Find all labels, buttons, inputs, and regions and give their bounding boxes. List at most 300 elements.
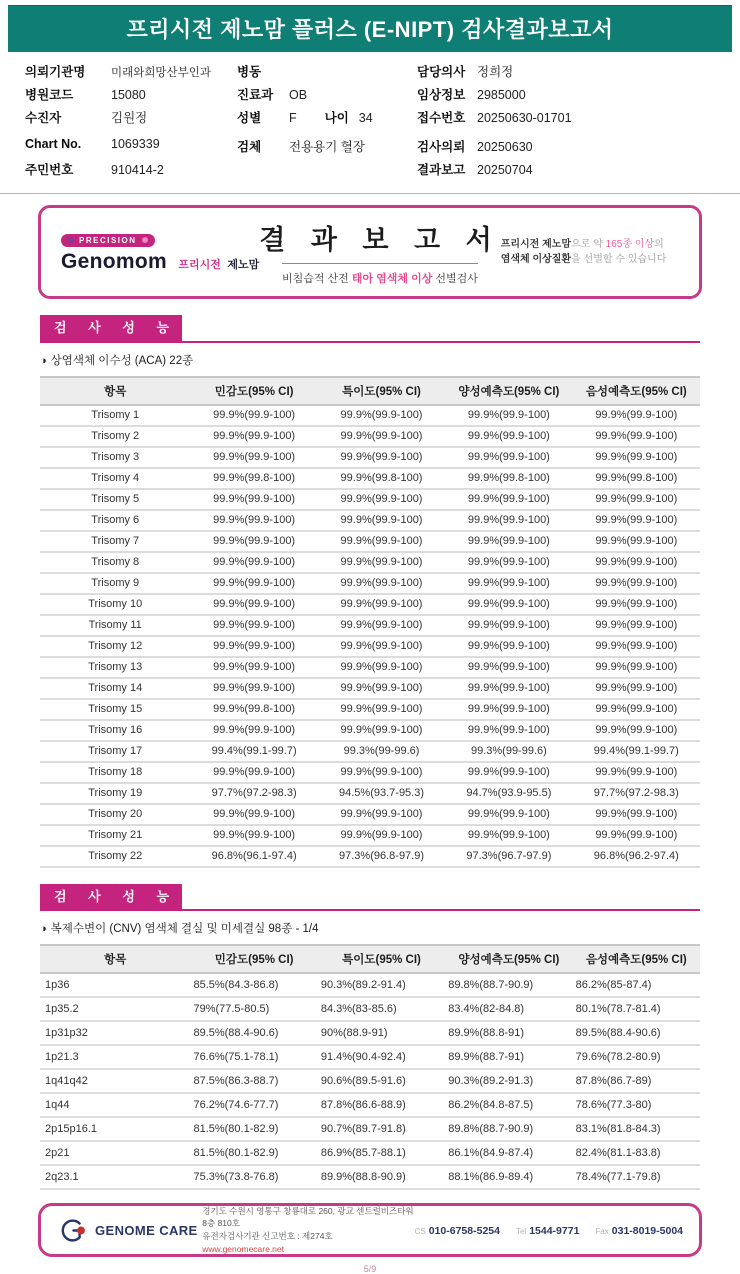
field-request-date [417,137,740,160]
table-row [40,699,700,720]
row-value: 99.9%(99.9-100) [190,825,317,846]
row-value: 99.9%(99.9-100) [445,699,572,720]
field-value: OB [289,88,308,102]
column-header: 음성예측도(95% CI) [573,377,700,405]
row-label: Trisomy 15 [40,699,190,720]
contact-label: CS [414,1227,426,1237]
row-value: 78.4%(77.1-79.8) [573,1165,700,1189]
row-label: 1q44 [40,1093,190,1117]
row-value: 84.3%(83-85.6) [318,997,445,1021]
row-value: 99.9%(99.9-100) [190,594,317,615]
row-value: 99.9%(99.9-100) [318,573,445,594]
row-value: 86.2%(84.8-87.5) [445,1093,572,1117]
row-value: 97.3%(96.7-97.9) [445,846,572,867]
footer-address: 경기도 수원시 영통구 창룡대로 260, 광교 센트럴비즈타워 8층 810호 [202,1205,414,1229]
row-value: 99.9%(99.9-100) [318,762,445,783]
field-ordering-org [25,62,237,85]
row-value: 99.9%(99.9-100) [573,657,700,678]
row-value: 87.5%(86.3-88.7) [190,1069,317,1093]
row-value: 99.9%(99.9-100) [573,552,700,573]
genomom-logo [61,230,259,274]
row-value: 91.4%(90.4-92.4) [318,1045,445,1069]
genomecare-logo [57,1217,202,1244]
result-report-subtitle [259,270,500,286]
result-report-banner [38,205,702,299]
header-row [40,945,700,973]
table-row [40,1141,700,1165]
field-rrn [25,160,237,183]
field-hospital-code [25,85,237,108]
table-row [40,594,700,615]
section-subtitle-text: 상염색체 이수성 (ACA) 22종 [50,354,194,367]
field-value: 910414-2 [111,163,164,177]
half-circle-icon: ◑ [40,354,47,367]
row-label: Trisomy 10 [40,594,190,615]
genomecare-g-icon [57,1217,89,1244]
cnv-performance-table [40,944,700,1190]
row-value: 89.9%(88.8-90.9) [318,1165,445,1189]
row-value: 99.9%(99.9-100) [318,636,445,657]
field-department [237,85,417,108]
table-row [40,1021,700,1045]
footer-license: 유전자검사기관 신고번호 : 제274호 [202,1231,333,1242]
row-value: 99.9%(99.9-100) [445,804,572,825]
row-value: 99.9%(99.9-100) [190,426,317,447]
row-value: 85.5%(84.3-86.8) [190,973,317,997]
contact-value: 1544-9771 [529,1225,580,1238]
row-value: 99.9%(99.9-100) [190,510,317,531]
row-value: 99.9%(99.9-100) [318,720,445,741]
row-value: 99.9%(99.9-100) [573,699,700,720]
contact-tel [516,1221,579,1239]
field-label: 나이 [324,111,349,125]
row-value: 97.3%(96.8-97.9) [318,846,445,867]
field-report-date [417,160,740,183]
table-row [40,720,700,741]
column-header: 항목 [40,945,190,973]
row-value: 83.4%(82-84.8) [445,997,572,1021]
row-value: 99.9%(99.9-100) [190,636,317,657]
row-value: 87.8%(86.7-89) [573,1069,700,1093]
row-value: 99.9%(99.9-100) [445,825,572,846]
row-value: 86.2%(85-87.4) [573,973,700,997]
table-row [40,741,700,762]
aca-performance-table [40,376,700,868]
row-value: 81.5%(80.1-82.9) [190,1117,317,1141]
report-title-bar [8,5,732,52]
row-value: 81.5%(80.1-82.9) [190,1141,317,1165]
contact-value: 010-6758-5254 [428,1225,500,1238]
row-value: 76.6%(75.1-78.1) [190,1045,317,1069]
brand-wordmark [61,250,259,274]
row-value: 97.7%(97.2-98.3) [573,783,700,804]
row-value: 99.9%(99.9-100) [573,594,700,615]
field-doctor [417,62,740,85]
genomecare-wordmark: GENOME CARE [95,1222,198,1238]
field-label: 담당의사 [417,65,466,79]
column-header: 음성예측도(95% CI) [573,945,700,973]
precision-badge-label: PRECISION [79,235,137,245]
row-value: 99.9%(99.9-100) [573,762,700,783]
row-value: 99.9%(99.9-100) [190,615,317,636]
row-value: 87.8%(86.6-88.9) [318,1093,445,1117]
row-label: Trisomy 3 [40,447,190,468]
table-row [40,825,700,846]
row-value: 99.9%(99.9-100) [318,510,445,531]
row-label: Trisomy 4 [40,468,190,489]
badge-dot-icon [68,237,74,243]
field-label: 주민번호 [25,163,74,177]
field-clinical-info [417,85,740,108]
row-value: 97.7%(97.2-98.3) [190,783,317,804]
field-receipt-no [417,108,740,131]
row-value: 99.9%(99.9-100) [190,573,317,594]
field-value: 15080 [111,88,146,102]
row-value: 99.9%(99.9-100) [573,804,700,825]
screening-note [501,237,679,268]
field-label: 수진자 [25,111,62,125]
table-row [40,1117,700,1141]
row-value: 99.9%(99.9-100) [318,678,445,699]
row-label: Trisomy 16 [40,720,190,741]
table-row [40,615,700,636]
contact-value: 031-8019-5004 [611,1225,683,1238]
table-row [40,678,700,699]
row-label: Trisomy 11 [40,615,190,636]
row-value: 99.9%(99.9-100) [445,615,572,636]
table-row [40,426,700,447]
row-value: 99.9%(99.9-100) [445,405,572,426]
row-value: 99.9%(99.9-100) [318,405,445,426]
table-row [40,1069,700,1093]
field-label: 검체 [237,140,262,154]
row-label: Trisomy 20 [40,804,190,825]
precision-badge [61,234,155,247]
patient-info-col1 [25,62,237,183]
page-number: 5/9 [363,1264,377,1274]
note-text: 의 [654,238,664,250]
row-value: 90.3%(89.2-91.3) [445,1069,572,1093]
patient-info-col2 [237,62,417,183]
row-value: 80.1%(78.7-81.4) [573,997,700,1021]
field-patient-name [25,108,237,131]
table-row [40,447,700,468]
column-header: 민감도(95% CI) [190,945,317,973]
row-value: 99.9%(99.9-100) [190,762,317,783]
half-circle-icon: ◑ [40,923,47,936]
table-body [40,405,700,867]
row-value: 99.4%(99.1-99.7) [573,741,700,762]
table-row [40,762,700,783]
row-value: 96.8%(96.1-97.4) [190,846,317,867]
row-label: Trisomy 21 [40,825,190,846]
field-ward [237,62,417,85]
row-value: 99.9%(99.9-100) [573,636,700,657]
field-label: 접수번호 [417,111,466,125]
row-label: 2p15p16.1 [40,1117,190,1141]
field-value: 정희정 [477,65,514,79]
note-text: 으로 약 [571,238,606,250]
row-value: 99.9%(99.9-100) [445,552,572,573]
column-header: 양성예측도(95% CI) [445,377,572,405]
row-value: 99.9%(99.9-100) [318,531,445,552]
title-underline [282,263,478,264]
field-label: 병원코드 [25,88,74,102]
table-row [40,636,700,657]
row-label: Trisomy 1 [40,405,190,426]
field-value: F [289,111,297,125]
row-value: 99.9%(99.9-100) [445,657,572,678]
row-value: 90.3%(89.2-91.4) [318,973,445,997]
row-value: 99.9%(99.9-100) [573,447,700,468]
row-value: 99.3%(99-99.6) [318,741,445,762]
field-value: 2985000 [477,88,526,102]
row-label: 1p35.2 [40,997,190,1021]
patient-info-panel [0,52,740,194]
row-value: 99.9%(99.9-100) [190,678,317,699]
field-specimen [237,137,417,160]
row-value: 99.9%(99.9-100) [318,489,445,510]
column-header: 특이도(95% CI) [318,945,445,973]
table-row [40,973,700,997]
row-value: 99.9%(99.9-100) [573,531,700,552]
row-label: 1p31p32 [40,1021,190,1045]
table-row [40,468,700,489]
field-label: 임상정보 [417,88,466,102]
row-value: 86.1%(84.9-87.4) [445,1141,572,1165]
row-value: 86.9%(85.7-88.1) [318,1141,445,1165]
table-row [40,573,700,594]
column-header: 민감도(95% CI) [190,377,317,405]
row-value: 83.1%(81.8-84.3) [573,1117,700,1141]
row-label: Trisomy 9 [40,573,190,594]
row-value: 99.9%(99.9-100) [190,405,317,426]
row-value: 90%(88.9-91) [318,1021,445,1045]
row-value: 99.9%(99.9-100) [445,447,572,468]
field-label: 진료과 [237,88,274,102]
row-value: 88.1%(86.9-89.4) [445,1165,572,1189]
table-row [40,846,700,867]
field-value: 34 [358,111,373,125]
row-value: 99.9%(99.9-100) [445,489,572,510]
section-header-cnv [40,884,700,912]
row-value: 89.9%(88.8-91) [445,1021,572,1045]
field-value: 전용용기 혈장 [289,140,365,154]
row-value: 99.9%(99.8-100) [445,468,572,489]
field-sex-age [237,108,417,131]
table-row [40,804,700,825]
field-label: 결과보고 [417,163,466,177]
brand-name: Genomom [61,249,167,273]
table-row [40,510,700,531]
row-value: 99.9%(99.8-100) [318,468,445,489]
row-value: 99.9%(99.9-100) [318,699,445,720]
row-label: Trisomy 8 [40,552,190,573]
subtitle-post: 선별검사 [432,273,478,285]
row-value: 96.8%(96.2-97.4) [573,846,700,867]
row-label: Trisomy 18 [40,762,190,783]
row-value: 99.9%(99.8-100) [190,468,317,489]
row-value: 79%(77.5-80.5) [190,997,317,1021]
row-value: 99.9%(99.9-100) [318,447,445,468]
patient-info-col3 [417,62,740,183]
row-value: 99.9%(99.9-100) [445,426,572,447]
row-value: 90.7%(89.7-91.8) [318,1117,445,1141]
field-value: 1069339 [111,137,160,151]
table-row [40,405,700,426]
row-value: 99.9%(99.9-100) [573,720,700,741]
footer-contact-box [38,1203,702,1257]
row-value: 99.9%(99.9-100) [573,678,700,699]
row-value: 99.9%(99.9-100) [573,405,700,426]
table-head [40,377,700,405]
brand-sub-pink: 프리시전 [178,258,221,271]
table-row [40,1045,700,1069]
row-label: Trisomy 14 [40,678,190,699]
contact-cs [415,1221,500,1239]
contact-fax [595,1221,683,1239]
column-header: 양성예측도(95% CI) [445,945,572,973]
badge-dot-icon [142,237,148,243]
table-row [40,552,700,573]
row-value: 99.9%(99.9-100) [190,447,317,468]
row-label: 2p21 [40,1141,190,1165]
field-value: 김원정 [111,111,148,125]
table-body [40,973,700,1189]
note-text: 을 선별할 수 있습니다 [571,254,667,265]
field-value: 미래와희망산부인과 [111,67,211,79]
field-value: 20250630-01701 [477,111,572,125]
contact-label: Fax [595,1227,609,1237]
row-label: Trisomy 19 [40,783,190,804]
row-value: 99.9%(99.9-100) [318,594,445,615]
row-label: Trisomy 6 [40,510,190,531]
row-value: 89.5%(88.4-90.6) [190,1021,317,1045]
row-value: 94.5%(93.7-95.3) [318,783,445,804]
result-report-title: 결 과 보 고 서 [259,225,501,255]
footer-website-link[interactable]: www.genomecare.net [202,1243,285,1254]
row-value: 99.9%(99.8-100) [573,468,700,489]
row-label: 1q41q42 [40,1069,190,1093]
row-value: 99.9%(99.9-100) [318,426,445,447]
row-label: Trisomy 5 [40,489,190,510]
row-value: 99.9%(99.9-100) [190,657,317,678]
row-value: 99.9%(99.9-100) [318,552,445,573]
contact-label: Tel [515,1227,527,1237]
row-label: Trisomy 22 [40,846,190,867]
table-row [40,1093,700,1117]
row-value: 99.9%(99.9-100) [445,573,572,594]
field-value: 20250704 [477,163,533,177]
field-chart-no [25,137,237,160]
row-label: Trisomy 17 [40,741,190,762]
field-label: 의뢰기관명 [25,65,86,79]
field-label: 성별 [237,111,262,125]
row-value: 99.9%(99.9-100) [573,510,700,531]
row-label: 1p21.3 [40,1045,190,1069]
row-value: 99.9%(99.9-100) [573,573,700,594]
row-label: Trisomy 2 [40,426,190,447]
result-report-title-block [259,218,500,286]
table-row [40,489,700,510]
row-value: 99.9%(99.9-100) [445,720,572,741]
row-value: 99.9%(99.9-100) [190,489,317,510]
row-value: 79.6%(78.2-80.9) [573,1045,700,1069]
table-row [40,997,700,1021]
row-value: 78.6%(77.3-80) [573,1093,700,1117]
row-value: 99.3%(99-99.6) [445,741,572,762]
row-label: 2q23.1 [40,1165,190,1189]
table-row [40,1165,700,1189]
header-row [40,377,700,405]
field-label: 병동 [237,65,262,79]
row-value: 89.9%(88.7-91) [445,1045,572,1069]
field-value: 20250630 [477,140,533,154]
note-bold: 염색체 이상질환 [500,254,572,265]
row-value: 99.9%(99.9-100) [318,825,445,846]
section-subtitle-cnv [40,920,700,936]
row-value: 99.9%(99.9-100) [445,594,572,615]
table-row [40,531,700,552]
subtitle-pink: 태아 염색체 이상 [351,273,433,285]
row-value: 99.9%(99.9-100) [190,531,317,552]
row-value: 99.9%(99.9-100) [445,762,572,783]
table-row [40,783,700,804]
note-pink: 165종 이상 [605,238,655,250]
row-value: 94.7%(93.9-95.5) [445,783,572,804]
row-label: Trisomy 7 [40,531,190,552]
table-head [40,945,700,973]
row-label: Trisomy 13 [40,657,190,678]
row-value: 99.9%(99.9-100) [318,804,445,825]
row-value: 99.9%(99.9-100) [318,615,445,636]
row-value: 99.9%(99.9-100) [445,636,572,657]
row-value: 99.9%(99.9-100) [445,531,572,552]
row-label: 1p36 [40,973,190,997]
field-label: 검사의뢰 [417,140,466,154]
row-value: 99.9%(99.9-100) [190,804,317,825]
section-badge: 검 사 성 능 [40,315,182,341]
section-subtitle-aca [40,352,700,368]
row-value: 99.4%(99.1-99.7) [190,741,317,762]
footer-address-block [202,1205,414,1256]
row-value: 99.9%(99.9-100) [190,720,317,741]
brand-sub-dark: 제노맘 [227,258,260,271]
field-label: Chart No. [25,137,82,151]
section-badge: 검 사 성 능 [40,884,182,910]
section-subtitle-text: 복제수변이 (CNV) 염색체 결실 및 미세결실 98종 - 1/4 [50,923,319,936]
row-value: 90.6%(89.5-91.6) [318,1069,445,1093]
table-row [40,657,700,678]
row-value: 89.8%(88.7-90.9) [445,973,572,997]
row-value: 99.9%(99.9-100) [318,657,445,678]
column-header: 특이도(95% CI) [318,377,445,405]
row-value: 99.9%(99.8-100) [190,699,317,720]
row-value: 99.9%(99.9-100) [445,510,572,531]
report-main-title: 프리시전 제노맘 플러스 (E-NIPT) 검사결과보고서 [126,17,614,42]
note-bold: 프리시전 제노맘 [500,238,572,250]
row-value: 99.9%(99.9-100) [573,426,700,447]
row-label: Trisomy 12 [40,636,190,657]
row-value: 99.9%(99.9-100) [445,678,572,699]
row-value: 99.9%(99.9-100) [573,615,700,636]
column-header: 항목 [40,377,190,405]
footer-contacts [415,1221,683,1239]
row-value: 99.9%(99.9-100) [190,552,317,573]
row-value: 99.9%(99.9-100) [573,489,700,510]
row-value: 76.2%(74.6-77.7) [190,1093,317,1117]
row-value: 82.4%(81.1-83.8) [573,1141,700,1165]
